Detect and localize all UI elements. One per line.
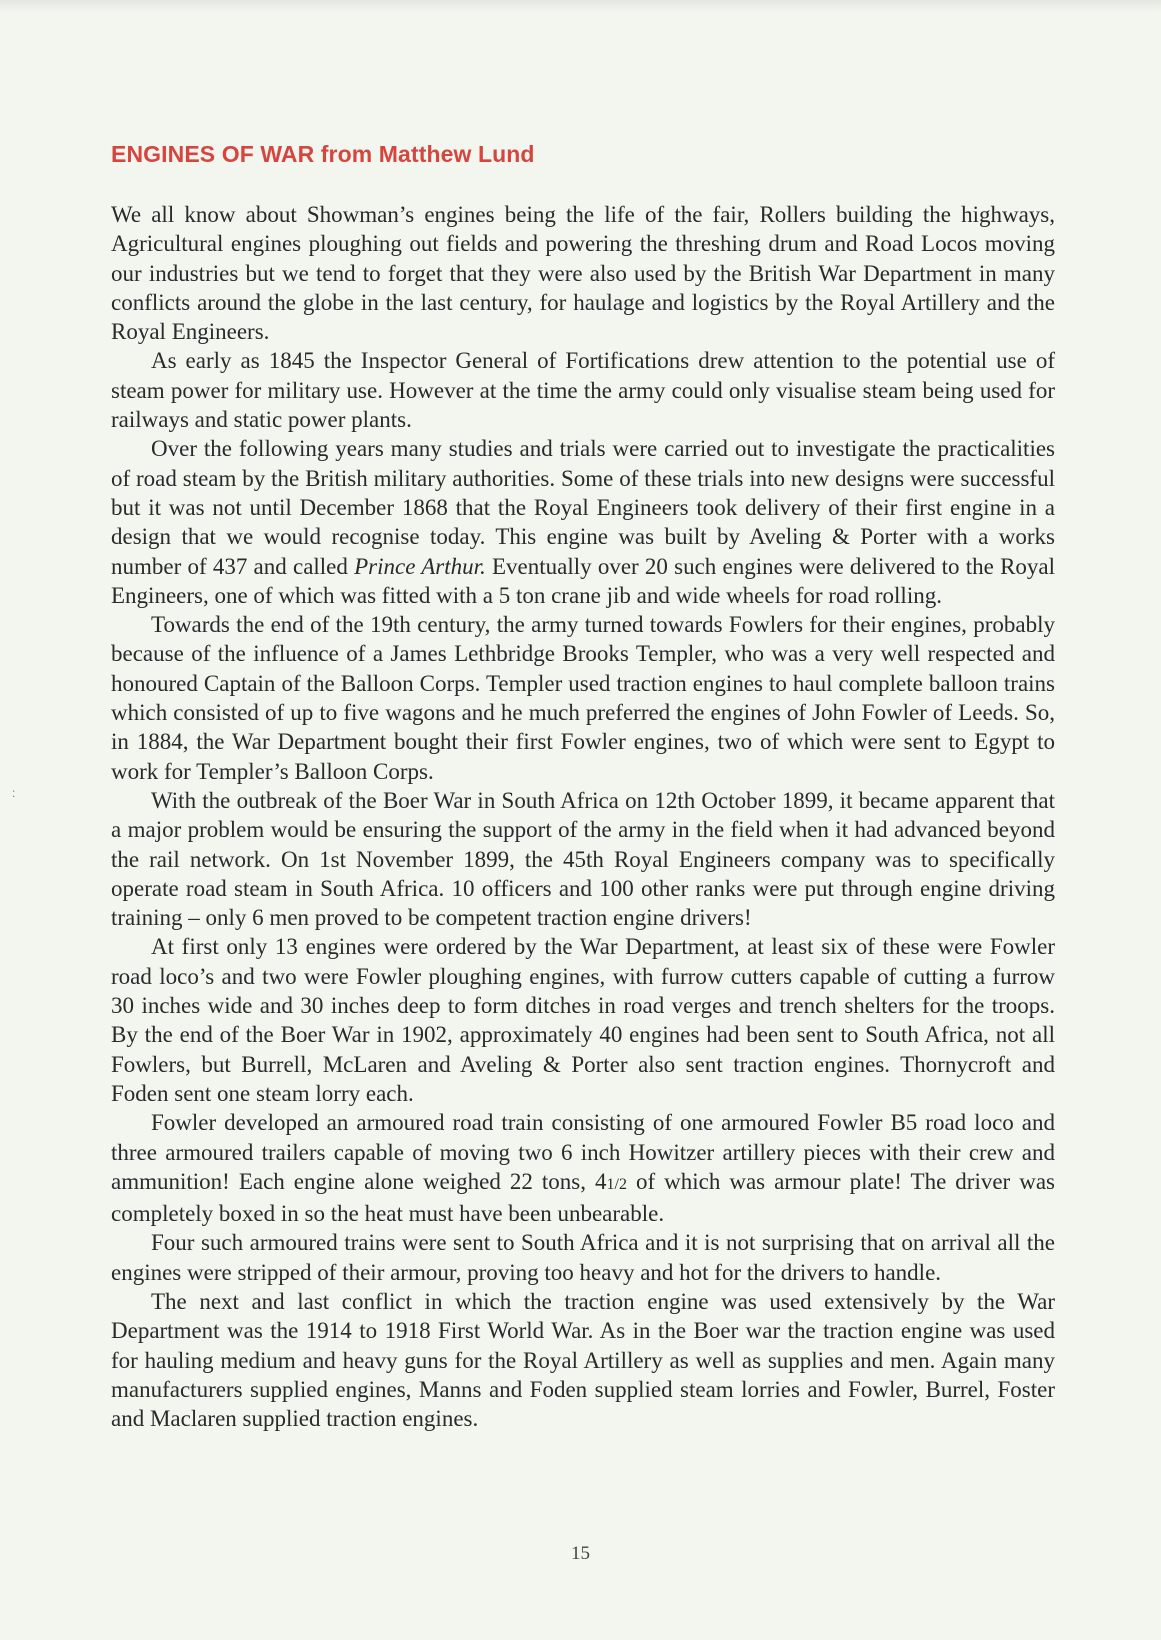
paragraph-9: The next and last conflict in which the traction engine was used extensively by the War Department was the 1914 to 1918 First World War. As in the Boer war the traction engine was used for hauling medium and heavy guns for the Royal Artillery as well as supplies and men. Again many manufacturers supplied engines, Manns and Foden supplied steam lorries and Fowler, Burrel, Foster and Maclaren supplied traction engines.	[111, 1288, 1055, 1432]
fraction-half: 1/2	[606, 1175, 627, 1193]
paragraph-3	[111, 434, 1055, 610]
paragraph-7-text-b: of which was armour plate! The driver was completely boxed in so the heat must have been unbearable.	[111, 1168, 1055, 1227]
paragraph-3-text-a: Over the following years many studies and trials were carried out to investigate the practicalities of road steam by the British military authorities. Some of these trials into new designs were successful but it was not until December 1868 that the Royal Engineers took delivery of their first engine in a design that we would recognise today. This engine was built by Aveling & Porter with a works number of 437 and called	[111, 436, 1055, 579]
paragraph-5: With the outbreak of the Boer War in South Africa on 12th October 1899, it became apparent that a major problem would be ensuring the support of the army in the field when it had advanced beyond the rail network. On 1st November 1899, the 45th Royal Engineers company was to specifically operate road steam in South Africa. 10 officers and 100 other ranks were put through engine driving training – only 6 men proved to be competent traction engine drivers!	[111, 787, 1055, 931]
paragraph-2: As early as 1845 the Inspector General of Fortifications drew attention to the potential use of steam power for military use. However at the time the army could only visualise steam being used for railways and static power plants.	[111, 348, 1055, 433]
paragraph-4: Towards the end of the 19th century, the army turned towards Fowlers for their engines, probably because of the influence of a James Lethbridge Brooks Templer, who was a very well respected and honoured Captain of the Balloon Corps. Templer used traction engines to haul complete balloon trains which consisted of up to five wagons and he much preferred the engines of John Fowler of Leeds. So, in 1884, the War Department bought their first Fowler engines, two of which were sent to Egypt to work for Templer’s Balloon Corps.	[111, 612, 1055, 784]
paragraph-6: At first only 13 engines were ordered by the War Department, at least six of these were Fowler road loco’s and two were Fowler ploughing engines, with furrow cutters capable of cutting a furrow 30 inches wide and 30 inches deep to form ditches in road verges and trench shelters for the troops. By the end of the Boer War in 1902, approximately 40 engines had been sent to South Africa, not all Fowlers, but Burrell, McLaren and Aveling & Porter also sent traction engines. Thornycroft and Foden sent one steam lorry each.	[111, 934, 1055, 1106]
margin-mark: :	[12, 786, 16, 800]
paragraph-7	[111, 1108, 1055, 1228]
page-top-edge	[0, 0, 1161, 12]
paragraph-7-text-a: Fowler developed an armoured road train consisting of one armoured Fowler B5 road loco and three armoured trailers capable of moving two 6 inch Howitzer artillery pieces with their crew and ammunition! Each engine alone weighed 22 tons, 4	[111, 1110, 1055, 1194]
paragraph-3-text-b: Eventually over 20 such engines were delivered to the Royal Engineers, one of which was fitted with a 5 ton crane jib and wide wheels for road rolling.	[111, 553, 1056, 608]
article-body	[111, 200, 1055, 1433]
paragraph-1: We all know about Showman’s engines being the life of the fair, Rollers building the highways, Agricultural engines ploughing out fields and powering the threshing drum and Road Locos moving our industries but we tend to forget that they were also used by the British War Department in many conflicts around the globe in the last century, for haulage and logistics by the Royal Artillery and the Royal Engineers.	[111, 202, 1055, 345]
page-number: 15	[571, 1543, 590, 1564]
paragraph-8: Four such armoured trains were sent to South Africa and it is not surprising that on arrival all the engines were stripped of their armour, proving too heavy and hot for the drivers to handle.	[111, 1230, 1055, 1285]
article-title: ENGINES OF WAR from Matthew Lund	[111, 141, 535, 167]
engine-name-italic: Prince Arthur.	[354, 553, 486, 579]
